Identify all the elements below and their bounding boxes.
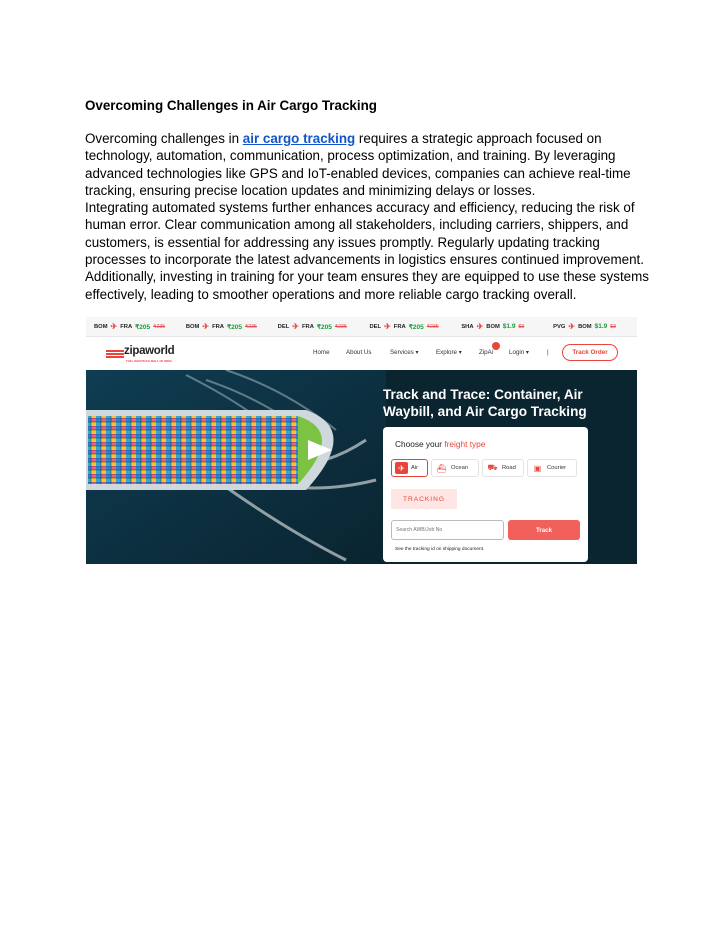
freight-option-ocean[interactable]: ⛴ Ocean — [431, 459, 479, 477]
plane-icon: ✈ — [110, 321, 118, 331]
ticker-item: BOM ✈ FRA ₹205 ₹235 — [185, 321, 257, 331]
rate-ticker — [86, 317, 637, 337]
paragraph-line: human error. Clear communication among all stakeholders, including carriers, shippers, and — [85, 217, 629, 233]
plane-icon: ✈ — [568, 321, 576, 331]
awb-search-input[interactable] — [391, 520, 504, 540]
zipai-badge-icon — [492, 342, 500, 350]
paragraph-line: Integrating automated systems further enhances accuracy and efficiency, reducing the risk of — [85, 200, 635, 216]
paragraph-line: Additionally, investing in training for your team ensures they are equipped to use these systems — [85, 269, 649, 285]
track-order-button[interactable]: Track Order — [562, 344, 618, 361]
tracking-hint: See the tracking id on shipping document. — [395, 547, 485, 552]
plane-icon: ✈ — [384, 321, 391, 331]
paragraph-line: Overcoming challenges in air cargo tracking requires a strategic approach focused on — [85, 131, 602, 146]
page-heading: Overcoming Challenges in Air Cargo Tracking — [85, 98, 377, 113]
plane-icon: ✈ — [476, 321, 484, 331]
ticker-item: BOM ✈ FRA ₹205 ₹235 — [94, 321, 166, 331]
paragraph-line: processes to incorporate the latest advancements in logistics ensures continued improvement. — [85, 252, 644, 268]
gift-icon: ▣ — [533, 463, 542, 473]
nav-zipai[interactable]: ZipAi — [479, 349, 494, 356]
ship-icon: ⛴ — [436, 463, 447, 473]
logo-stripes-icon — [106, 350, 124, 359]
nav-login[interactable]: Login ▾ — [509, 349, 529, 356]
container-ship-image — [86, 370, 386, 564]
plane-icon: ✈ — [395, 462, 408, 474]
truck-icon: ⛟ — [487, 463, 498, 472]
ticker-item: SHA ✈ BOM $1.9 $3 — [461, 321, 525, 331]
tracking-card — [383, 427, 588, 562]
paragraph-line: customers, is essential for addressing any issues promptly. Regularly updating tracking — [85, 234, 600, 250]
plane-icon: ✈ — [292, 321, 299, 331]
nav-services[interactable]: Services ▾ — [390, 349, 419, 356]
site-navbar: zipaworld THE LOGISTICS E-MALL OF INDIA Home About Us Services ▾ Explore ▾ ZipAi Login ▾ | Track Order — [86, 337, 637, 370]
ticker-item: DEL ✈ FRA ₹205 ₹235 — [369, 321, 439, 331]
paragraph-line: effectively, leading to smoother operations and more reliable cargo tracking overall. — [85, 286, 577, 302]
nav-about-us[interactable]: About Us — [346, 349, 372, 356]
freight-option-courier[interactable]: ▣ Courier — [527, 459, 577, 477]
paragraph-line: tracking, ensuring precise location updates and minimizing delays or losses. — [85, 182, 536, 198]
nav-home[interactable]: Home — [313, 349, 330, 356]
body-paragraph — [85, 130, 655, 303]
ticker-item: PVG ✈ BOM $1.9 $3 — [553, 321, 617, 331]
track-button[interactable]: Track — [508, 520, 580, 540]
air-cargo-tracking-link[interactable]: air cargo tracking — [242, 131, 356, 146]
paragraph-line: technology, automation, communication, process optimization, and training. By leveraging — [85, 148, 616, 164]
nav-separator: | — [547, 349, 549, 356]
tracking-tab[interactable]: TRACKING — [391, 489, 457, 509]
card-title: Choose your freight type — [395, 439, 486, 449]
paragraph-line: advanced technologies like GPS and IoT-enabled devices, companies can achieve real-time — [85, 165, 631, 181]
nav-explore[interactable]: Explore ▾ — [436, 349, 462, 356]
hero-title: Track and Trace: Container, Air Waybill, and Air Cargo Tracking — [383, 387, 587, 419]
hero-banner — [86, 370, 637, 564]
freight-option-air[interactable]: ✈ Air — [391, 459, 428, 477]
freight-option-road[interactable]: ⛟ Road — [482, 459, 524, 477]
embedded-website-screenshot — [86, 317, 637, 564]
plane-icon: ✈ — [202, 321, 210, 331]
ticker-item: DEL ✈ FRA ₹205 ₹235 — [277, 321, 347, 331]
